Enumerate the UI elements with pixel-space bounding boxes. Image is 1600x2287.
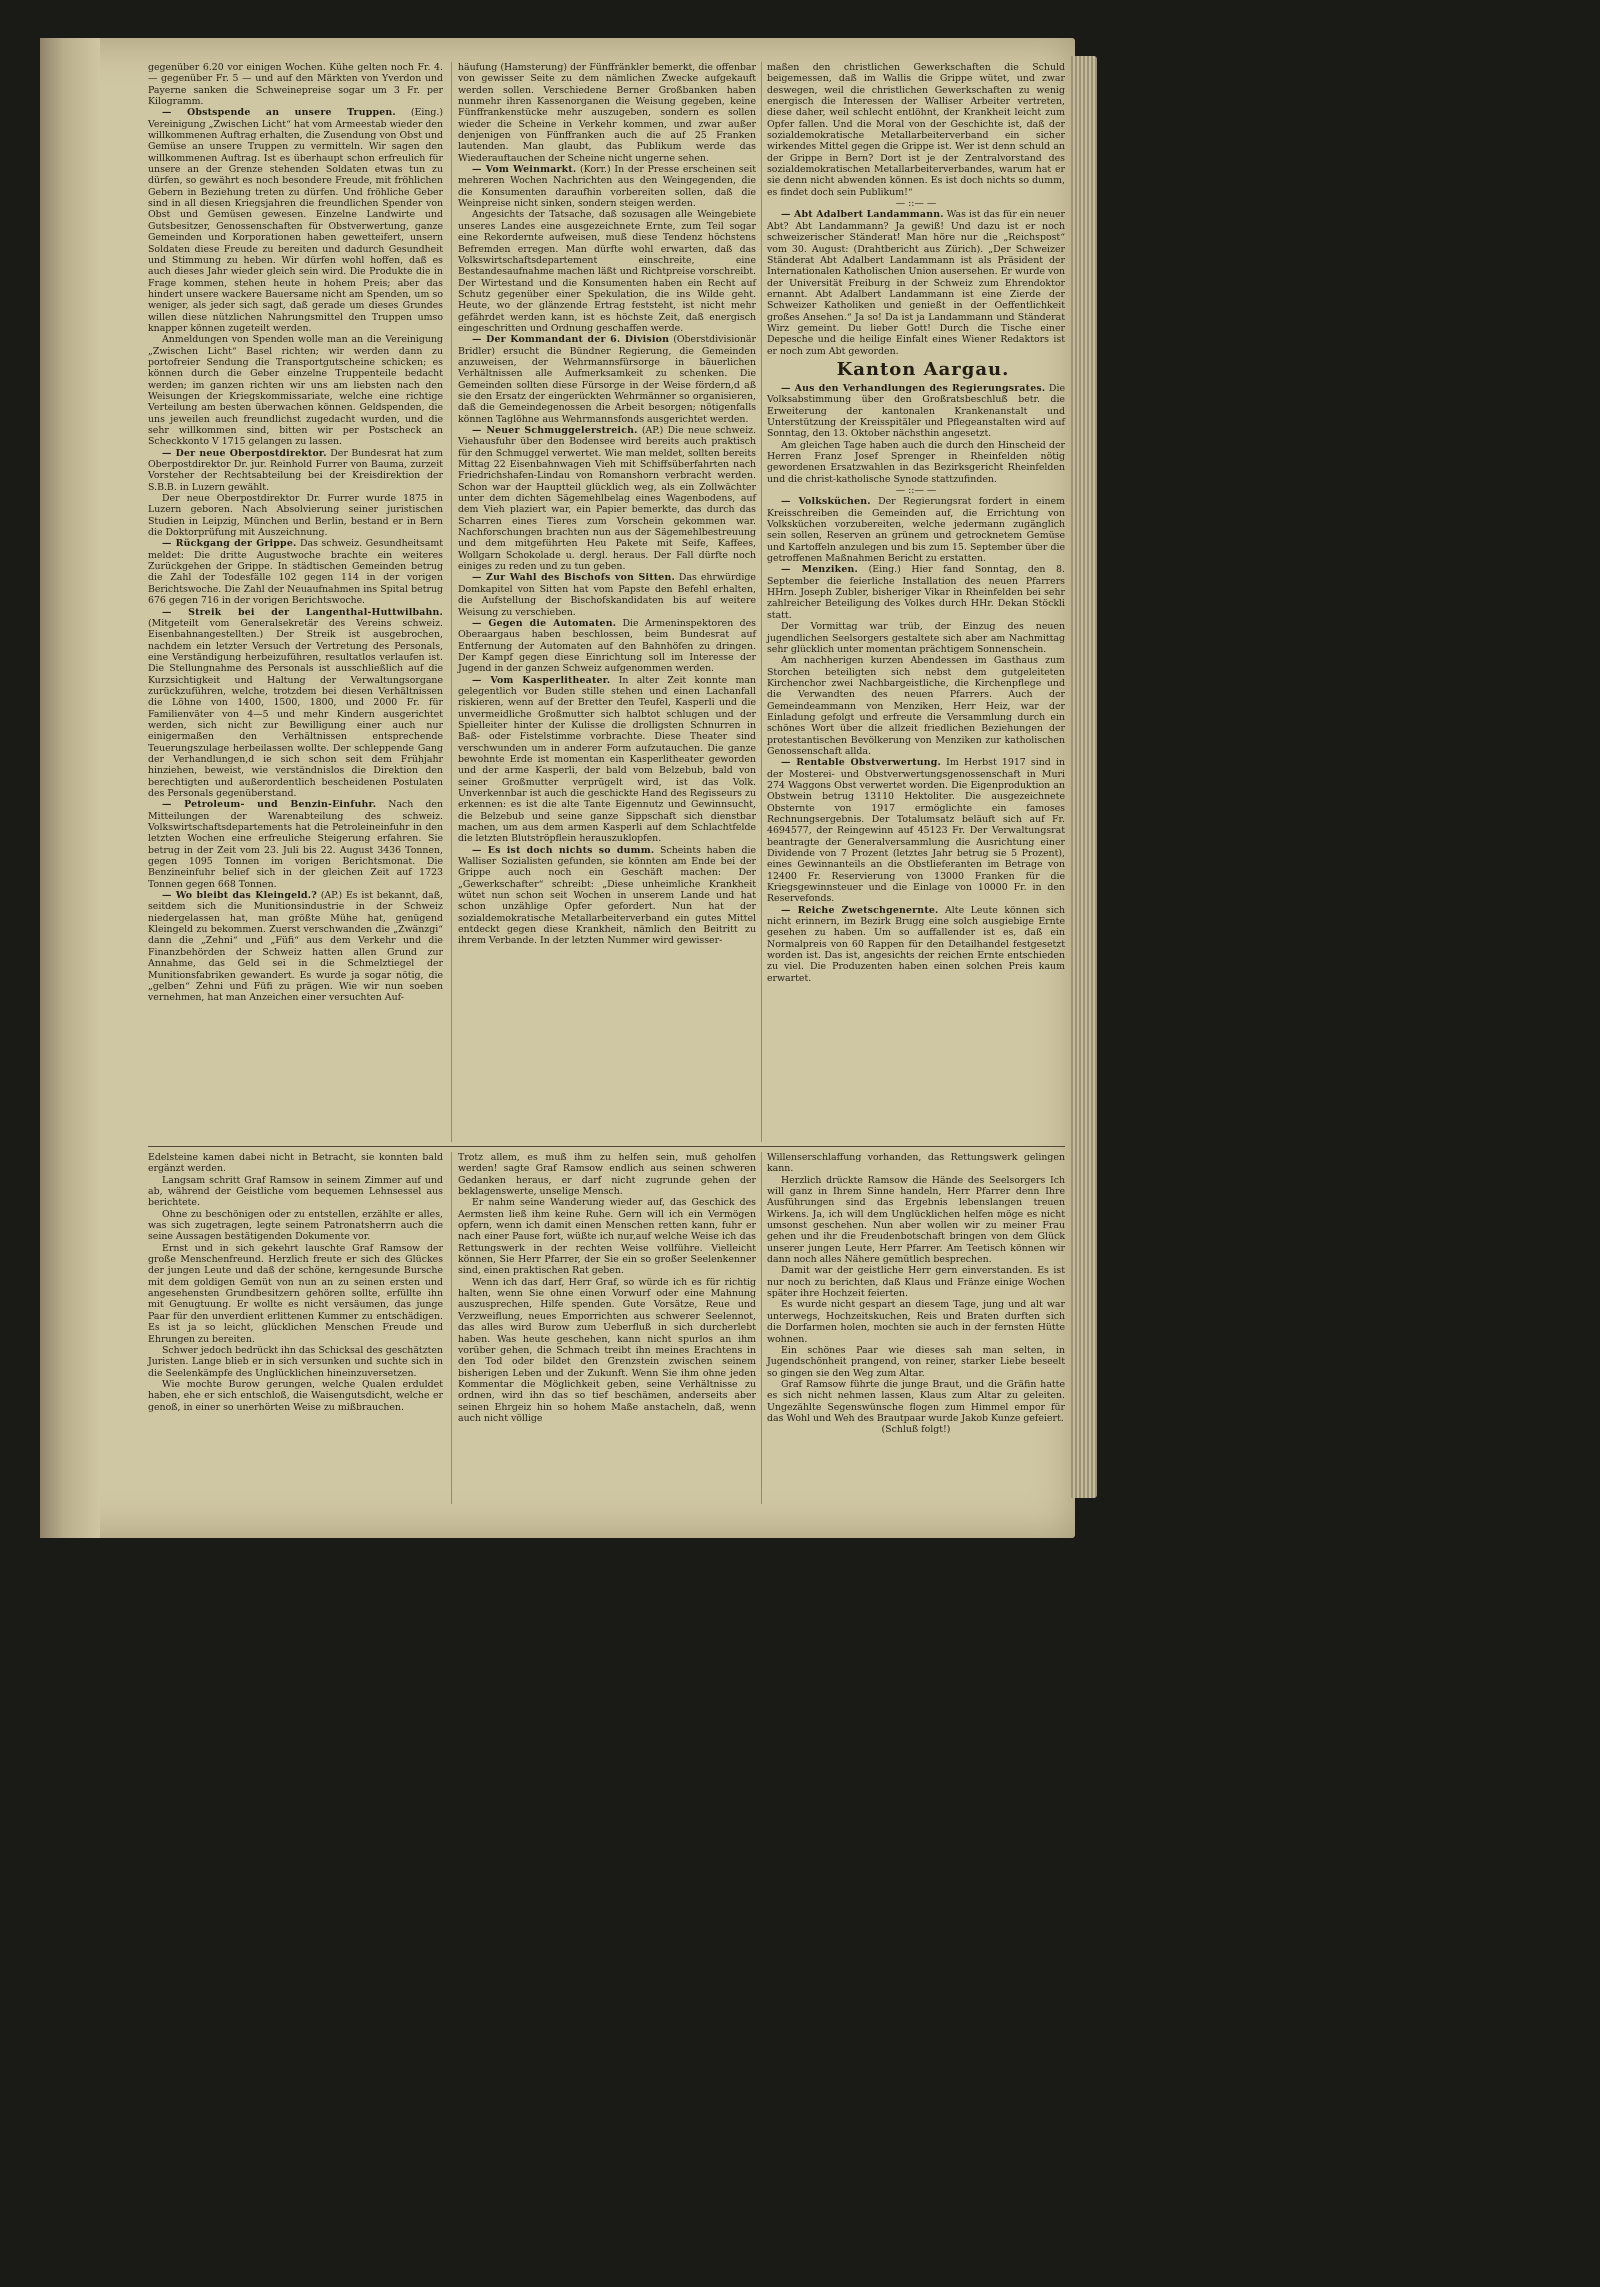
article-text: (AP.) Die neue schweiz. Viehausfuhr über den Bodensee wird bereits auch praktisch für den Schmuggel verwertet. Wie man meldet, sollten bereits Mittag 22 Eisenbahnwagen Vieh mit Schiffsüberfahrten nach Friedrichshafen-Lindau von Romanshorn verbracht werden. Schon war der Hauptteil glücklich weg, als ein Zollwächter unter dem dichten Sägemehlbelag eines Wagenbodens, auf dem Vieh plaziert war, ein Papier bemerkte, das durch das Scharren eines Tieres zum Vorschein gekommen war. Nachforschungen brachten nun aus der Sägemehlbestreuung und dem mitgeführten Heu Pakete mit Seife, Kaffees, Wollgarn Schokolade u. dergl. heraus. Der Fall dürfte noch einiges zu reden und zu tun geben. [458, 425, 756, 573]
article-paragraph [148, 607, 443, 800]
article-text: Edelsteine kamen dabei nicht in Betracht, sie konnten bald ergänzt werden. [148, 1152, 443, 1175]
article-text: Der neue Oberpostdirektor Dr. Furrer wurde 1875 in Luzern geboren. Nach Absolvierung seiner juristischen Studien in Leipzig, München und Berlin, bestand er in Bern die Doktorprüfung mit Auszeichnung. [148, 493, 443, 539]
column-rule-4 [761, 1152, 762, 1504]
article-paragraph [458, 209, 756, 334]
article-paragraph [148, 1209, 443, 1243]
article-text: Trotz allem, es muß ihm zu helfen sein, muß geholfen werden! sagte Graf Ramsow endlich aus seinen schweren Gedanken heraus, er darf nicht zugrunde gehen der beklagenswerte, unselige Mensch. [458, 1152, 756, 1198]
article-paragraph [458, 675, 756, 845]
article-paragraph [148, 538, 443, 606]
article-headline: — Abt Adalbert Landammann. [781, 209, 944, 221]
article-paragraph [767, 383, 1065, 440]
article-text: Scheints haben die Walliser Sozialisten gefunden, sie könnten am Ende bei der Grippe auch noch ein Geschäft machen: Der „Gewerkschafter“ schreibt: „Diese unheimliche Krankheit wütet nun schon seit Wochen in unserem Lande und hat schon unzählige Opfer gefordert. Nun hat der sozialdemokratische Metallarbeiterverband ein gutes Mittel entdeckt gegen diese Krankheit, nämlich den Beitritt zu ihrem Verbande. In der letzten Nummer wird gewisser- [458, 844, 757, 947]
feuilleton-column-3 [767, 1152, 1065, 1436]
article-paragraph [458, 62, 756, 164]
article-text: Das ehrwürdige Domkapitel von Sitten hat vom Papste den Befehl erhalten, die Aufstellung der Bischofskandidaten bis auf weitere Weisung zu verschieben. [458, 572, 756, 618]
article-headline: — Der Kommandant der 6. Division [472, 334, 670, 346]
article-headline: — Aus den Verhandlungen des Regierungsrates. [781, 382, 1046, 394]
article-paragraph [767, 1175, 1065, 1266]
article-paragraph [767, 62, 1065, 198]
article-text: Angesichts der Tatsache, daß sozusagen alle Weingebiete unseres Landes eine ausgezeichnete Ernte, zum Teil sogar eine Rekordernte aufweisen, muß diese Tendenz höchstens Befremden erregen. Man dürfte wohl erwarten, daß das Volkswirtschaftsdepartement einschreite, eine Bestandesaufnahme machen läßt und Richtpreise vorschreibt. Der Wirtestand und die Konsumenten haben ein Recht auf Schutz gegenüber einer Spekulation, die ins Wilde geht. Heute, wo der glänzende Ertrag feststeht, ist nicht mehr gefährdet werden kann, ist es höchste Zeit, daß energisch eingeschritten und Ordnung geschaffen werde. [458, 209, 756, 334]
article-text: Damit war der geistliche Herr gern einverstanden. Es ist nur noch zu berichten, daß Klaus und Fränze einige Wochen später ihre Hochzeit feierten. [767, 1265, 1065, 1300]
article-paragraph [148, 890, 443, 1003]
article-text: Was ist das für ein neuer Abt? Abt Landammann? Ja gewiß! Und dazu ist er noch schweizerischer Ständerat! Man höre nur die „Reichspost“ vom 30. August: (Drahtbericht aus Zürich). „Der Schweizer Ständerat Abt Adalbert Landammann ist als Präsident der Internationalen Katholischen Union ausersehen. Er wurde von der Universität Freiburg in der Schweiz zum Ehrendoktor ernannt. Abt Adalbert Landammann ist eine Zierde der Schweizer Katholiken und genießt in der Oeffentlichkeit großes Ansehen.“ Ja so! Da ist ja Landammann und Ständerat Wirz gemeint. Du lieber Gott! Durch die Tische einer Depesche und die heilige Einfalt eines Wiener Redaktors ist er noch zum Abt geworden. [767, 209, 1066, 357]
article-paragraph [767, 1152, 1065, 1175]
article-text: Der Bundesrat hat zum Oberpostdirektor Dr. jur. Reinhold Furrer von Bauma, zurzeit Vorsteher der Rechtsabteilung bei der Kreisdirektion der S.B.B. in Luzern gewählt. [148, 447, 443, 493]
article-text: gegenüber 6.20 vor einigen Wochen. Kühe gelten noch Fr. 4.— gegenüber Fr. 5 — und auf den Märkten von Yverdon und Payerne sanken die Schweinepreise sogar um 3 Fr. per Kilogramm. [148, 62, 443, 108]
article-text: Ein schönes Paar wie dieses sah man selten, in Jugendschönheit prangend, von reiner, starker Liebe beseelt so gingen sie den Weg zum Altar. [767, 1344, 1065, 1379]
article-headline: — Neuer Schmuggelerstreich. [472, 425, 638, 436]
article-paragraph [767, 621, 1065, 655]
article-text: Der Regierungsrat fordert in einem Kreisschreiben die Gemeinden auf, die Errichtung von Volksküchen vorzubereiten, welche jedermann zugänglich sein sollen, Reserven an grünem und getrocknetem Gemüse und Kartoffeln anzulegen und bis zum 15. September über die getroffenen Maßnahmen Bericht zu erstatten. [767, 496, 1066, 565]
article-paragraph [458, 618, 756, 675]
article-text: Ohne zu beschönigen oder zu entstellen, erzählte er alles, was sich zugetragen, legte seinem Patronatsherrn auch die seine Aussagen bestätigenden Dokumente vor. [148, 1208, 443, 1243]
article-text: Ernst und in sich gekehrt lauschte Graf Ramsow der große Menschenfreund. Herzlich freute er sich des Glückes der jungen Leute und daß der schöne, kerngesunde Bursche mit dem goldigen Gemüt von nun an zu seinen ersten und angesehensten Grundbesitzern gehören sollte, erfüllte ihn mit Genugtuung. Er wollte es nicht versäumen, das junge Paar für den unverdient erlittenen Kummer zu entschädigen. Es ist ja so leicht, glücklichen Menschen Freude und Ehrungen zu bereiten. [148, 1242, 443, 1345]
article-text: Graf Ramsow führte die junge Braut, und die Gräfin hatte es sich nicht nehmen lassen, Klaus zum Altar zu geleiten. Ungezählte Segenswünsche flogen zum Himmel empor für das Wohl und Weh des Brautpaar wurde Jakob Kunze gefeiert. [767, 1378, 1065, 1424]
article-paragraph [458, 1277, 756, 1424]
news-column-2 [458, 62, 756, 947]
article-paragraph [767, 496, 1065, 564]
article-paragraph [767, 1345, 1065, 1379]
article-paragraph [767, 564, 1065, 621]
article-paragraph [767, 209, 1065, 356]
article-text: Wie mochte Burow gerungen, welche Qualen erduldet haben, ehe er sich entschloß, die Waisengutsdicht, welche er genoß, in einer so unerhörten Weise zu mißbrauchen. [148, 1378, 443, 1413]
article-paragraph [458, 845, 756, 947]
article-paragraph [148, 799, 443, 890]
column-rule-2 [761, 62, 762, 1142]
article-paragraph [148, 107, 443, 334]
article-paragraph [458, 572, 756, 617]
article-text: (Mitgeteilt vom Generalsekretär des Vereins schweiz. Eisenbahnangestellten.) Der Streik ist ausgebrochen, nachdem ein letzter Versuch der Vertretung des Personals, eine Verständigung herbeizuführen, resultatlos verlaufen ist. Die Stellungnahme des Personals ist ausschließlich auf die Kurzsichtigkeit und Haltung der Verwaltungsorgane zurückzuführen, welche, trotzdem bei diesen Verhältnissen die Löhne von 1400, 1500, 1800, und 2000 Fr. für Familienväter von 4—5 und mehr Kindern ausgerichtet werden, sich nicht zur Bewilligung einer auch nur einigermaßen den Verhältnissen entsprechende Teuerungszulage herbeilassen wollte. Der schleppende Gang der Verhandlungen,d ie sich schon seit dem Frühjahr hinziehen, beweist, wie verständnislos die Direktion den berechtigten und außerordentlich bescheidenen Postulaten des Personals gegenüberstand. [148, 617, 443, 799]
article-headline: — Es ist doch nichts so dumm. [472, 844, 655, 856]
page-edges [1071, 56, 1097, 1498]
article-paragraph [148, 1379, 443, 1413]
article-paragraph [767, 485, 1065, 496]
article-paragraph [458, 1152, 756, 1197]
article-text: (Korr.) In der Presse erscheinen seit mehreren Wochen Nachrichten aus den Weingegenden, die die Konsumenten daraufhin vorbereiten sollen, daß die Weinpreise nicht sinken, sondern steigen werden. [458, 164, 756, 210]
article-paragraph [767, 655, 1065, 757]
article-text: Alte Leute können sich nicht erinnern, im Bezirk Brugg eine solch ausgiebige Ernte gesehen zu haben. Um so auffallender ist es, daß ein Normalpreis von 60 Rappen für den Detailhandel festgesetzt worden ist. Das ist, angesichts der reichen Ernte entschieden zu viel. Die Produzenten haben einen solchen Preis kaum erwartet. [767, 904, 1065, 984]
article-text: häufung (Hamsterung) der Fünffränkler bemerkt, die offenbar von gewisser Seite zu dem nämlichen Zwecke aufgekauft werden sollen. Verschiedene Berner Großbanken haben nunmehr ihren Kassenorganen die Weisung gegeben, keine Fünffrankenstücke mehr auszugeben, sondern es sollen wieder die Scheine in Verkehr kommen, und zwar außer denjenigen von Fünffranken auch die auf 25 Franken lautenden. Man glaubt, das Publikum werde das Wiederauftauchen der Scheine nicht ungerne sehen. [458, 62, 756, 164]
article-paragraph [767, 757, 1065, 904]
feuilleton-column-2 [458, 1152, 756, 1424]
column-rule-3 [451, 1152, 452, 1504]
article-headline: — Vom Weinmarkt. [472, 164, 577, 176]
article-paragraph [148, 62, 443, 107]
article-paragraph [458, 164, 756, 209]
feuilleton-column-1 [148, 1152, 443, 1413]
article-text: Der Vormittag war trüb, der Einzug des neuen jugendlichen Seelsorgers gestaltete sich aber am Nachmittag sehr glücklich unter momentan prächtigem Sonnenschein. [767, 621, 1065, 655]
article-text: (Eing.) Hier fand Sonntag, den 8. September die feierliche Installation des neuen Pfarrers HHrn. Joseph Zubler, bisheriger Vikar in Rheinfelden bei sehr zahlreicher Beteiligung des Volkes durch HHr. Dekan Stöckli statt. [767, 564, 1065, 621]
article-text: Langsam schritt Graf Ramsow in seinem Zimmer auf und ab, während der Geistliche vom bequemen Lehnsessel aus berichtete. [148, 1174, 443, 1209]
article-paragraph [458, 425, 756, 572]
article-text: Es wurde nicht gespart an diesem Tage, jung und alt war unterwegs, Hochzeitskuchen, Reis und Braten durften sich die Dorfarmen holen, mochten sie auch in der fernsten Hütte wohnen. [767, 1299, 1065, 1345]
article-headline: — Obstspende an unsere Truppen. [162, 107, 396, 119]
article-headline: — Wo bleibt das Kleingeld.? [162, 890, 317, 902]
article-text: Er nahm seine Wanderung wieder auf, das Geschick des Aermsten ließ ihm keine Ruhe. Gern will ich ein Vermögen opfern, wenn ich damit einen Menschen retten kann, fuhr er nach einer Pause fort, wüßte ich nur,auf welche Weise ich das Rettungswerk in der rechten Weise vollführe. Vielleicht können, Sie Herr Pfarrer, der Sie ein so großer Seelenkenner sind, einen praktischen Rat geben. [458, 1197, 756, 1277]
article-text: Kanton Aargau. [836, 358, 1010, 380]
article-text: In alter Zeit konnte man gelegentlich vor Buden stille stehen und einen Lachanfall riskieren, wenn auf der Bretter den Teufel, Kasperli und die unvermeidliche Großmutter sich halbtot schlugen und der Spielleiter hinter der Kulisse die drolligsten Schnurren in Baß- oder Fistelstimme vorbrachte. Diese Theater sind verschwunden um in anderer Form aufzutauchen. Die ganze bewohnte Erde ist momentan ein Kasperlitheater geworden und der arme Kasperli, der bald vom Belzebub, bald von seiner Großmutter verprügelt wird, ist das Volk. Unverkennbar ist auch die geschickte Hand des Regisseurs zu erkennen: es ist die alte Tante Eigennutz und Gewinnsucht, die Belzebub und seine ganze Sippschaft sich dienstbar machen, um aus dem armen Kasperli auf dem Schlachtfelde die letzten Blutströpflein herauszuklopfen. [458, 674, 757, 845]
article-text: Am nachherigen kurzen Abendessen im Gasthaus zum Storchen beteiligten sich nebst dem gutgeleiteten Kirchenchor zwei Nachbargeistliche, die Kirchenpflege und die Verwandten des neuen Pfarrers. Auch der Gemeindeammann von Menziken, Herr Heiz, war der Einladung gefolgt und erfreute die Versammlung durch ein schönes Wort über die allzeit friedlichen Beziehungen der protestantischen Bevölkerung von Menziken zur katholischen Genossenschaft allda. [767, 655, 1065, 757]
article-paragraph [767, 440, 1065, 485]
article-headline: — Der neue Oberpostdirektor. [162, 447, 327, 459]
article-paragraph [767, 1265, 1065, 1299]
book-spine [40, 38, 100, 1538]
article-paragraph [148, 448, 443, 493]
article-paragraph [767, 1424, 1065, 1435]
article-paragraph [148, 493, 443, 538]
article-paragraph [767, 1379, 1065, 1424]
article-paragraph [458, 334, 756, 425]
article-paragraph [767, 1299, 1065, 1344]
article-headline: — Gegen die Automaten. [472, 617, 617, 629]
article-paragraph [458, 1197, 756, 1276]
feuilleton-rule [148, 1146, 1065, 1147]
article-paragraph [148, 1152, 443, 1175]
article-headline: — Rückgang der Grippe. [162, 538, 297, 550]
article-headline: — Menziken. [781, 564, 859, 576]
article-text: Nach den Mitteilungen der Warenabteilung des schweiz. Volkswirtschaftsdepartements hat die Petroleineinfuhr in den letzten Wochen eine erfreuliche Steigerung erfahren. Sie betrug in der Zeit vom 23. Juli bis 22. August 3436 Tonnen, gegen 1095 Tonnen im vorigen Berichtsmonat. Die Benzineinfuhr belief sich in der gleichen Zeit auf 1723 Tonnen gegen 668 Tonnen. [148, 799, 443, 890]
article-headline: — Volksküchen. [781, 496, 871, 508]
article-text: Am gleichen Tage haben auch die durch den Hinscheid der Herren Franz Josef Sprenger in Rheinfelden nötig gewordenen Ersatzwahlen in das Bezirksgericht Rheinfelden und die christ-katholische Synode stattzufinden. [767, 439, 1065, 485]
article-paragraph [148, 1243, 443, 1345]
article-headline: — Streik bei der Langenthal-Huttwilbahn. [162, 606, 443, 618]
article-text: Herzlich drückte Ramsow die Hände des Seelsorgers Ich will ganz in Ihrem Sinne handeln, Herr Pfarrer denn Ihre Ausführungen sind das Ergebnis lebenslangen treuen Wirkens. Ja, ich will dem Unglücklichen helfen möge es nicht umsonst geschehen. Nun aber wollen wir zu meiner Frau gehen und ihr die Freudenbotschaft bringen von dem Glück unserer jungen Leute, Herr Pfarrer. Am Teetisch können wir dann noch alles Nähere gemütlich besprechen. [767, 1174, 1065, 1266]
article-headline: — Reiche Zwetschgenernte. [781, 904, 939, 916]
article-text: maßen den christlichen Gewerkschaften die Schuld beigemessen, daß im Wallis die Grippe wütet, und zwar deswegen, weil die christlichen Gewerkschaften zu wenig energisch die Interessen der Walliser Arbeiter vertreten, diese daher, weil schlecht entlöhnt, der Krankheit leicht zum Opfer fallen. Und die Moral von der Geschichte ist, daß der sozialdemokratische Metallarbeiterverband ein sicher wirkendes Mittel gegen die Grippe ist. Wer ist denn schuld an der Grippe in Bern? Dort ist je der Zentralvorstand des sozialdemokratischen Metallarbeiterverbandes, warum hat er sie denn nicht abwenden können. Es ist doch nichts so dumm, es findet doch sein Publikum!“ [767, 62, 1065, 198]
article-text: Die Armeninspektoren des Oberaargaus haben beschlossen, beim Bundesrat auf Entfernung der Automaten auf den Bahnhöfen zu dringen. Der Kampf gegen diese Einrichtung soll im Interesse der Jugend in der ganzen Schweiz aufgenommen werden. [458, 617, 756, 675]
article-paragraph [767, 198, 1065, 209]
article-headline: — Vom Kasperlitheater. [472, 674, 611, 686]
article-headline: — Rentable Obstverwertung. [781, 757, 941, 769]
article-text: Die Volksabstimmung über den Großratsbeschluß betr. die Erweiterung der kantonalen Krankenanstalt und Unterstützung der Kreisspitäler und Pflegeanstalten wird auf Sonntag, den 13. Oktober nächsthin angesetzt. [767, 382, 1065, 440]
column-rule-1 [451, 62, 452, 1142]
article-paragraph [148, 1345, 443, 1379]
article-text: Wenn ich das darf, Herr Graf, so würde ich es für richtig halten, wenn Sie ohne einen Vorwurf oder eine Mahnung auszusprechen, Hilfe spenden. Gute Vorsätze, Reue und Verzweiflung, neues Emporrichten aus schwerer Seelennot, das alles wird Burow zum Ueberfluß in sich durcherlebt haben. Was heute geschehen, kann nicht spurlos an ihm vorüber gehen, die Schmach treibt ihn meines Erachtens in den Tod oder bildet den Grenzstein zwischen seinem bisherigen Leben und der Zukunft. Wenn Sie ihm ohne jeden Kommentar die Möglichkeit geben, seine Verhältnisse zu ordnen, wird ihn das so tief beschämen, anderseits aber seinen Ehrgeiz hin so hohem Maße anstacheln, daß, wenn auch nicht völlige [458, 1276, 756, 1424]
article-text: — ::— — [895, 198, 937, 210]
article-text: Im Herbst 1917 sind in der Mosterei- und Obstverwertungsgenossenschaft in Muri 274 Waggons Obst verwertet worden. Die Eigenproduktion an Obstwein betrug 13110 Hektoliter. Die ausgezeichnete Obsternte von 1917 ermöglichte ein famoses Rechnungsergebnis. Der Totalumsatz beläuft sich auf Fr. 4694577, der Reingewinn auf 45123 Fr. Der Verwaltungsrat beantragte der Generalversammlung die Ausrichtung einer Dividende von 7 Prozent (letztes Jahr betrug sie 5 Prozent), eines Gewinnanteils an die Obstlieferanten im Betrage von 12400 Fr. Reservierung von 13000 Franken für die Kriegsgewinnsteuer und die Einlage von 10000 Fr. in den Reservefonds. [767, 757, 1065, 905]
article-text: (Oberstdivisionär Bridler) ersucht die Bündner Regierung, die Gemeinden anzuweisen, der Wehrmannsfürsorge in bäuerlichen Verhältnissen alle Aufmerksamkeit zu schenken. Die Gemeinden sollten diese Fürsorge in der Weise fördern,d aß sie den Ersatz der eingerückten Wehrmänner so organisieren, daß die Gemeindegenossen die Arbeit besorgen; nötigenfalls können Taglöhne aus Wehrmannsfonds ausgerichtet werden. [458, 334, 757, 425]
article-paragraph [148, 1175, 443, 1209]
article-text: Willenserschlaffung vorhanden, das Rettungswerk gelingen kann. [767, 1152, 1065, 1175]
news-column-1 [148, 62, 443, 1004]
article-paragraph [767, 905, 1065, 984]
article-text: Das schweiz. Gesundheitsamt meldet: Die dritte Augustwoche brachte ein weiteres Zurückgehen der Grippe. In städtischen Gemeinden betrug die Zahl der Todesfälle 102 gegen 114 in der vorigen Berichtswoche. Die Zahl der Neuaufnahmen ins Spital betrug 676 gegen 716 in der vorigen Berichtswoche. [148, 538, 443, 607]
article-paragraph [148, 334, 443, 447]
article-text: (AP.) Es ist bekannt, daß, seitdem sich die Munitionsindustrie in der Schweiz niedergelassen hat, man größte Mühe hat, genügend Kleingeld zu bekommen. Zuerst verschwanden die „Zwänzgi“ dann die „Zehni“ und „Füfi“ aus dem Verkehr und die Finanzbehörden der Schweiz hatten allen Grund zur Annahme, das Geld sei in die Schmelztiegel der Munitionsfabriken gewandert. Es wurde ja sogar nötig, die „gelben“ Zehni und Füfi zu prägen. Wie wir nun soeben vernehmen, hat man Anzeichen einer versuchten Auf- [148, 890, 443, 1004]
article-text: Schwer jedoch bedrückt ihn das Schicksal des geschätzten Juristen. Lange blieb er in sich versunken und suchte sich in die Seelenkämpfe des Unglücklichen hineinzuversetzen. [148, 1344, 443, 1379]
article-text: (Schluß folgt!) [881, 1424, 951, 1436]
news-column-3 [767, 62, 1065, 984]
article-text: — ::— — [895, 485, 937, 497]
article-text: (Eing.) Vereinigung „Zwischen Licht“ hat vom Armeestab wieder den willkommenen Auftrag erhalten, die Zusendung von Obst und Gemüse an unsere Truppen zu vermitteln. Wir sagen den willkommenen Auftrag. Ist es überhaupt schon erfreulich für unsere an der Grenze stehenden Soldaten etwas tun zu dürfen, so gewährt es noch besondere Freude, mit fröhlichen Gebern in Beziehung treten zu dürfen. Und fröhliche Geber sind in all diesen Kriegsjahren die freundlichen Spender von Obst und Gemüsen gewesen. Einzelne Landwirte und Gutsbesitzer, Genossenschaften für Obstverwertung, ganze Gemeinden und Korporationen haben gewetteifert, unsern Soldaten diese Freude zu bereiten und dadurch Gesundheit und Stimmung zu heben. Wir dürfen wohl hoffen, daß es auch dieses Jahr wieder gleich sein wird. Die Produkte die in Frage kommen, stehen heute in hohem Preis; aber das hindert unsere wackere Bauersame nicht am Spenden, um so weniger, als jeder sich sagt, daß gerade um dieses Grundes willen diese nützlichen Nahrungsmittel den Truppen umso knapper können zugeteilt werden. [148, 107, 444, 334]
article-text: Anmeldungen von Spenden wolle man an die Vereinigung „Zwischen Licht“ Basel richten; wir werden dann zu portofreier Sendung die Transportgutscheine schicken; es können durch die Geber einzelne Truppenteile bedacht werden; im ganzen richten wir uns am liebsten nach den Weisungen der Kriegskommissariate, welche eine richtige Verteilung am besten überwachen können. Geldspenden, die uns jeweilen auch freundlichst zugedacht wurden, und die sehr willkommen sind, bitten wir per Postscheck an Scheckkonto V 1715 gelangen zu lassen. [148, 334, 443, 448]
article-headline: — Zur Wahl des Bischofs von Sitten. [472, 572, 675, 584]
section-heading [767, 357, 1065, 383]
article-headline: — Petroleum- und Benzin-Einfuhr. [162, 799, 377, 811]
